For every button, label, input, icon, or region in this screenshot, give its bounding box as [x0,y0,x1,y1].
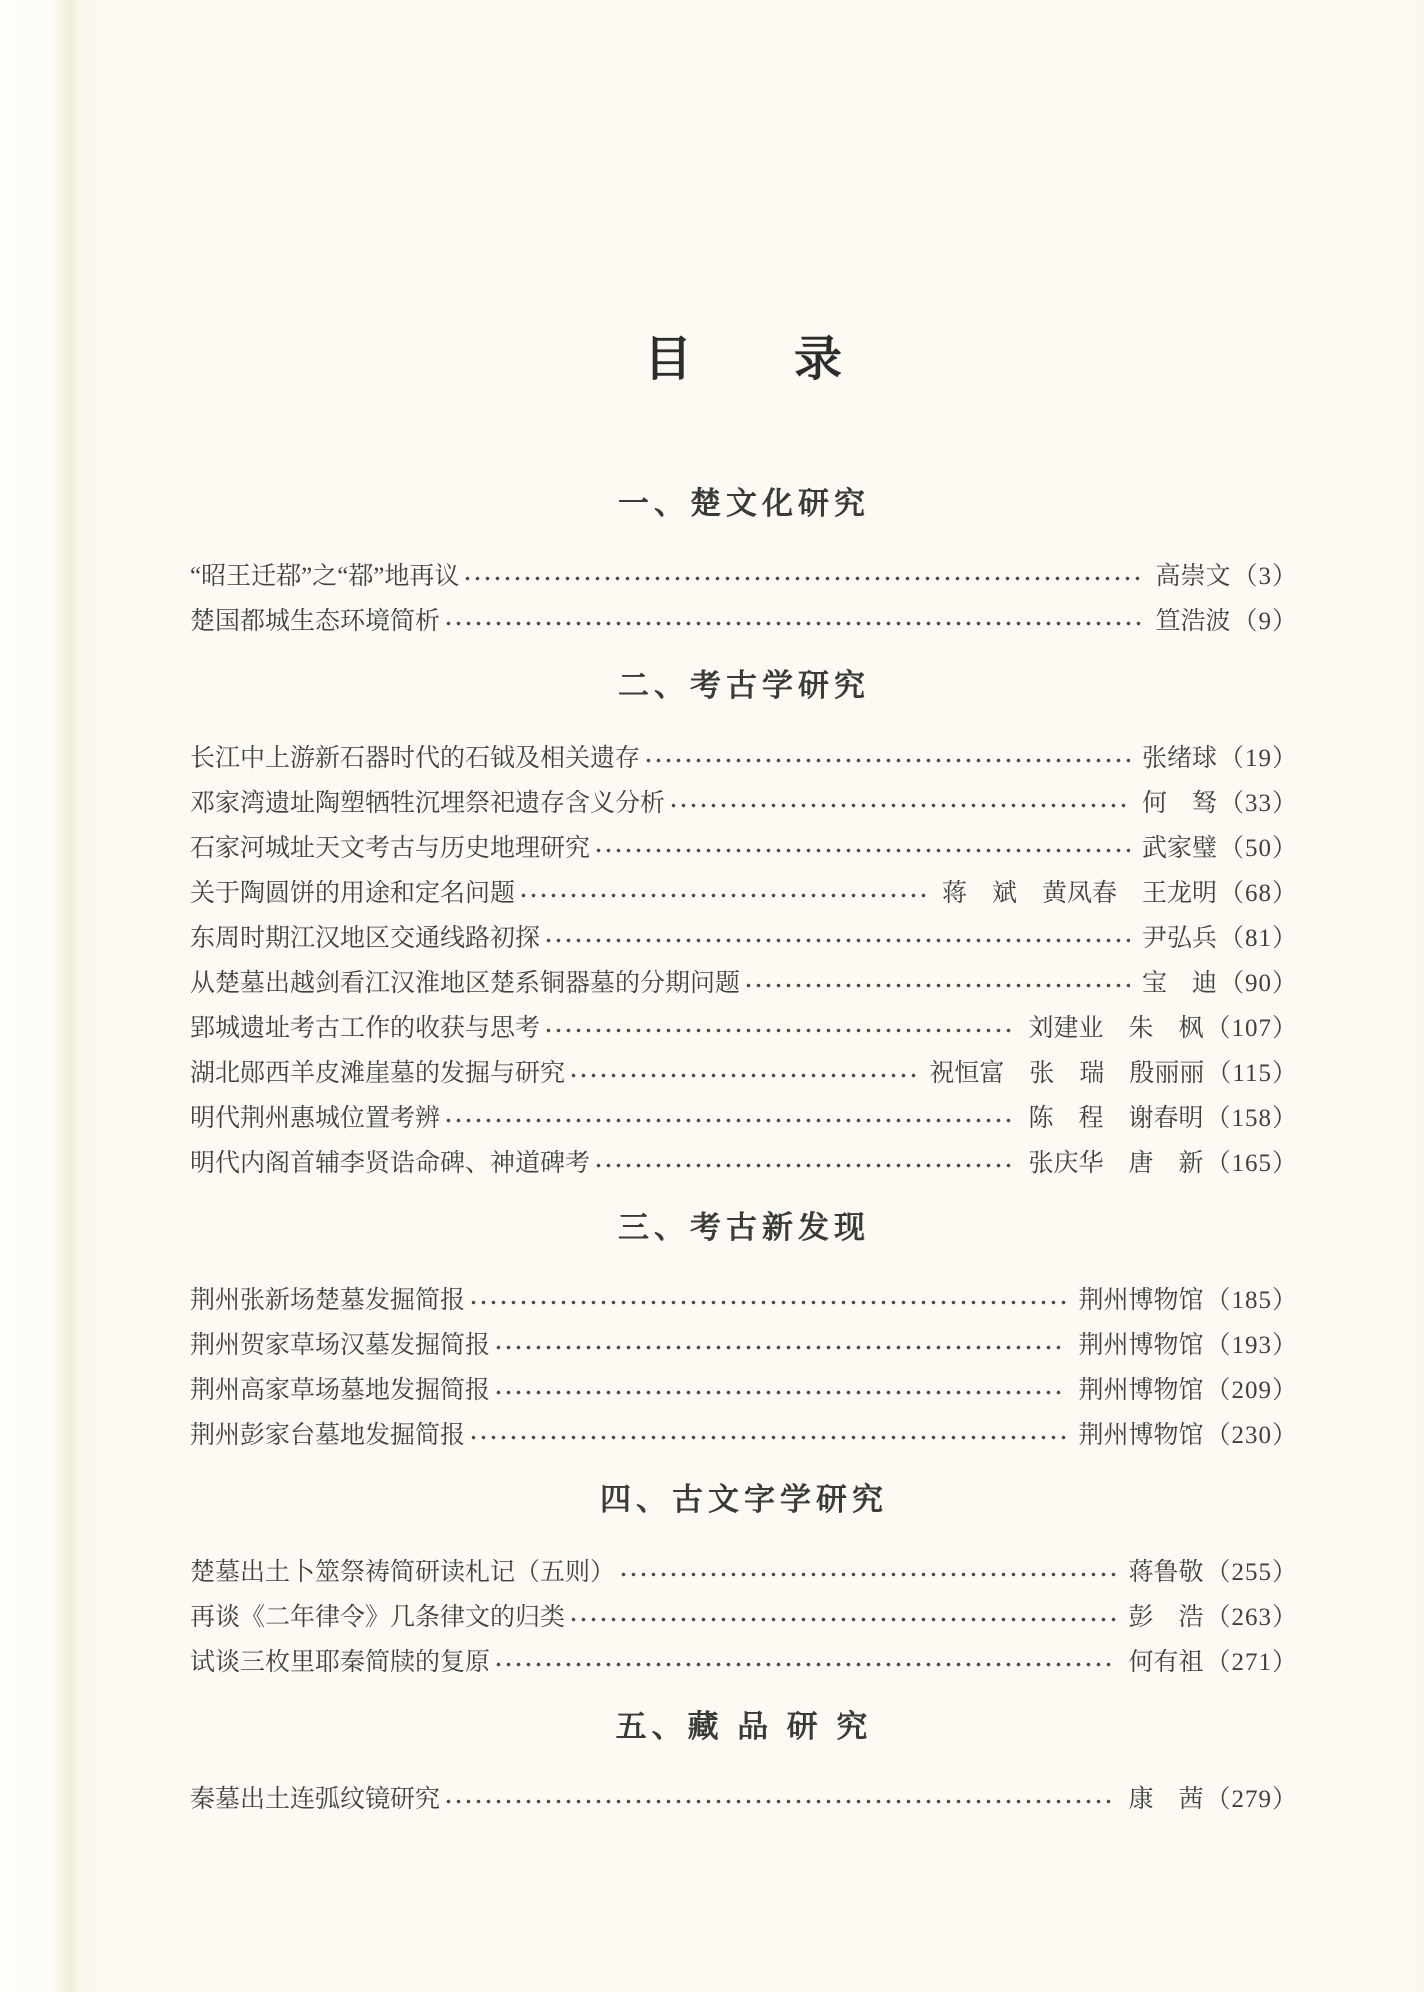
entry-title: 试谈三枚里耶秦简牍的复原 [190,1649,491,1676]
entry-page: （81） [1218,925,1298,952]
toc-entry [190,1640,1298,1685]
entry-authors: 陈 程 谢春明 [1028,1105,1204,1132]
dot-leader [521,893,930,898]
dot-leader [471,1300,1066,1305]
entry-title: 再谈《二年律令》几条律文的归类 [190,1604,566,1631]
dot-leader [446,1118,1016,1123]
dot-leader [746,983,1130,988]
toc-entry [190,916,1298,961]
dot-leader [546,1028,1016,1033]
entry-title: 邓家湾遗址陶塑牺牲沉埋祭祀遗存含义分析 [190,790,666,817]
entry-page: （209） [1205,1377,1298,1404]
entry-page: （165） [1205,1150,1298,1177]
dot-leader [446,1799,1116,1804]
dot-leader [465,576,1143,581]
entry-title: 楚墓出土卜筮祭祷简研读札记（五则） [190,1559,616,1586]
entry-title: 明代内阁首辅李贤诰命碑、神道碑考 [190,1150,591,1177]
toc-entry [190,961,1298,1006]
entry-title: 楚国都城生态环境简析 [190,608,441,635]
entry-title: 秦墓出土连弧纹镜研究 [190,1786,441,1813]
dot-leader [596,1163,1016,1168]
entry-authors: 尹弘兵 [1141,925,1217,952]
section-entries [190,1777,1298,1822]
section-heading: 二、考古学研究 [618,668,870,703]
toc-entry [190,1278,1298,1323]
entry-page: （19） [1218,745,1298,772]
entry-page: （279） [1205,1786,1298,1813]
entry-page: （193） [1205,1332,1298,1359]
entry-title: 湖北郧西羊皮滩崖墓的发掘与研究 [190,1060,566,1087]
toc-entry [190,554,1298,599]
dot-leader [621,1572,1116,1577]
entry-page: （107） [1205,1015,1298,1042]
section-entries [190,1550,1298,1685]
section-entries [190,736,1298,1186]
entry-page: （263） [1205,1604,1298,1631]
entry-page: （9） [1232,608,1298,635]
entry-authors: 康 茜 [1128,1786,1204,1813]
entry-authors: 祝恒富 张 瑞 殷丽丽 [929,1060,1205,1087]
entry-authors: 高崇文 [1155,563,1231,590]
dot-leader [546,938,1130,943]
dot-leader [671,803,1130,808]
entry-authors: 荆州博物馆 [1078,1422,1204,1449]
page-title: 目 录 [643,333,844,386]
section-heading: 五、藏 品 研 究 [615,1709,873,1744]
toc-content [190,0,1298,1822]
entry-title: 长江中上游新石器时代的石钺及相关遗存 [190,745,641,772]
entry-page: （271） [1205,1649,1298,1676]
toc-entry [190,781,1298,826]
toc-entry [190,1051,1298,1096]
toc-entry [190,1413,1298,1458]
entry-page: （33） [1218,790,1298,817]
toc-entry [190,1550,1298,1595]
toc-entry [190,1006,1298,1051]
toc-entry [190,1368,1298,1413]
dot-leader [496,1662,1116,1667]
dot-leader [646,758,1130,763]
entry-authors: 笪浩波 [1155,608,1231,635]
section-heading: 一、楚文化研究 [618,486,870,521]
entry-authors: 张绪球 [1141,745,1217,772]
entry-title: 从楚墓出越剑看江汉淮地区楚系铜器墓的分期问题 [190,970,741,997]
dot-leader [446,621,1143,626]
entry-page: （230） [1205,1422,1298,1449]
toc-entry [190,736,1298,781]
entry-title: 东周时期江汉地区交通线路初探 [190,925,541,952]
section-heading: 四、古文字学研究 [600,1482,888,1517]
toc-entry [190,871,1298,916]
entry-page: （3） [1232,563,1298,590]
section-heading: 三、考古新发现 [618,1210,870,1245]
entry-title: 明代荆州惠城位置考辨 [190,1105,441,1132]
entry-page: （158） [1205,1105,1298,1132]
dot-leader [496,1390,1066,1395]
toc-entry [190,599,1298,644]
entry-title: “昭王迁鄀”之“鄀”地再议 [190,563,460,590]
entry-authors: 何 驽 [1141,790,1217,817]
entry-authors: 荆州博物馆 [1078,1287,1204,1314]
dot-leader [471,1435,1066,1440]
entry-title: 荆州高家草场墓地发掘简报 [190,1377,491,1404]
dot-leader [571,1617,1116,1622]
entry-page: （185） [1205,1287,1298,1314]
entry-authors: 何有祖 [1128,1649,1204,1676]
entry-authors: 宝 迪 [1141,970,1217,997]
entry-title: 荆州张新场楚墓发掘简报 [190,1287,466,1314]
entry-page: （115） [1206,1060,1298,1087]
entry-authors: 蒋鲁敬 [1128,1559,1204,1586]
entry-title: 关于陶圆饼的用途和定名问题 [190,880,516,907]
section-entries [190,1278,1298,1458]
entry-authors: 荆州博物馆 [1078,1332,1204,1359]
entry-authors: 彭 浩 [1128,1604,1204,1631]
entry-title: 荆州贺家草场汉墓发掘简报 [190,1332,491,1359]
toc-entry [190,1777,1298,1822]
toc-entry [190,1595,1298,1640]
entry-title: 荆州彭家台墓地发掘简报 [190,1422,466,1449]
entry-page: （50） [1218,835,1298,862]
dot-leader [571,1073,917,1078]
dot-leader [496,1345,1066,1350]
toc-entry [190,1323,1298,1368]
toc-entry [190,826,1298,871]
entry-title: 石家河城址天文考古与历史地理研究 [190,835,591,862]
dot-leader [596,848,1130,853]
entry-page: （255） [1205,1559,1298,1586]
entry-authors: 刘建业 朱 枫 [1028,1015,1204,1042]
entry-title: 郢城遗址考古工作的收获与思考 [190,1015,541,1042]
entry-page: （68） [1218,880,1298,907]
entry-authors: 武家璧 [1141,835,1217,862]
entry-page: （90） [1218,970,1298,997]
toc-entry [190,1096,1298,1141]
section-entries [190,554,1298,644]
entry-authors: 蒋 斌 黄凤春 王龙明 [941,880,1217,907]
toc-entry [190,1141,1298,1186]
entry-authors: 荆州博物馆 [1078,1377,1204,1404]
entry-authors: 张庆华 唐 新 [1028,1150,1204,1177]
